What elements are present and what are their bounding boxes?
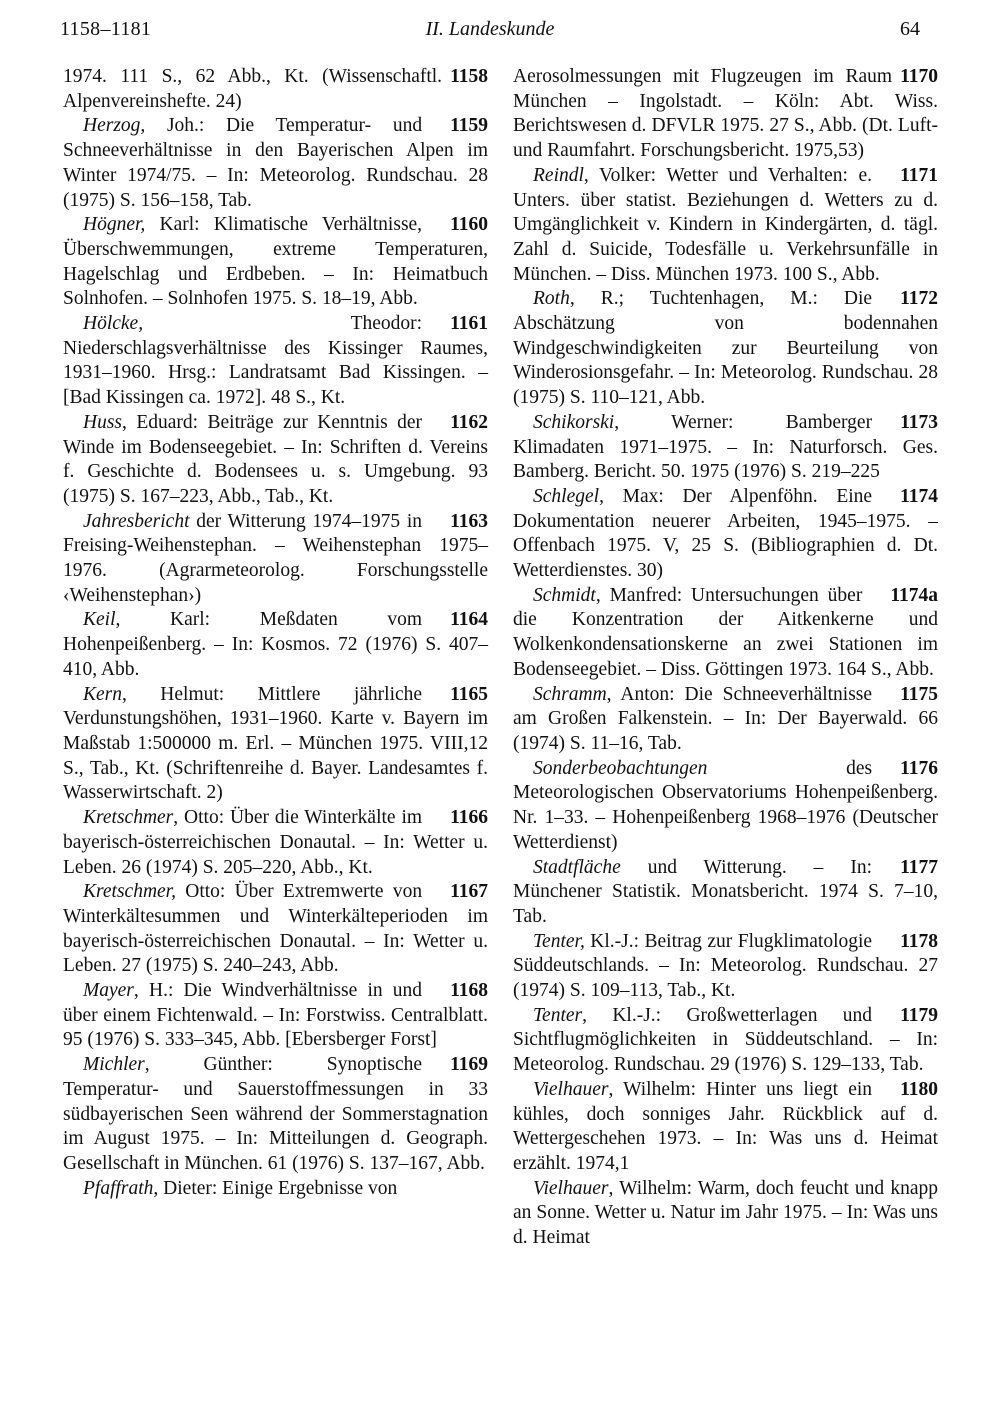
entry-author: Huss [83, 411, 123, 433]
bibliography-entry [63, 114, 488, 213]
entry-author: Stadtfläche [533, 856, 621, 878]
entry-author: Pfaffrath [83, 1177, 154, 1199]
entry-number: 1176 [900, 757, 938, 779]
entry-number: 1165 [450, 683, 488, 705]
entry-author: Schikorski [533, 411, 615, 433]
bibliography-entry [513, 485, 938, 584]
entry-author: Vielhauer [533, 1078, 609, 1100]
entry-author: Michler [83, 1054, 145, 1076]
entry-text: Karl: Klimatische Verhältnisse, Überschwemmungen, extreme Temperaturen, Hagelschlag und Erdbeben. – In: Heimatbuch Solnhofen. – Solnhofen 1975. S. 18–19, Abb. [63, 214, 488, 310]
entry-author: Herzog, [83, 115, 146, 137]
entry-text: , Dieter: Einige Ergebnisse von [153, 1177, 398, 1199]
bibliography-entry [513, 584, 938, 683]
entry-text: Kl.-J.: Beitrag zur Flugklimatologie Süddeutschlands. – In: Meteorolog. Rundschau. 27 (1974) S. 109–113, Tab., Kt. [513, 930, 938, 1002]
entry-number: 1178 [900, 930, 938, 952]
bibliography-entry [513, 757, 938, 856]
bibliography-entry [513, 65, 938, 164]
entry-number: 1174 [900, 485, 938, 507]
entry-text: , Anton: Die Schneeverhältnisse am Großen Falkenstein. – In: Der Bayerwald. 66 (1974) S. 11–16, Tab. [513, 683, 938, 754]
entry-number: 1160 [450, 214, 488, 236]
entry-text: , Günther: Synoptische Temperatur- und Sauerstoffmessungen in 33 südbayerischen Seen während der Sommerstagnation im August 1975. – In: Mitteilungen d. Geograph. Gesellschaft in München. 61 (1976) S. 137–167, Abb. [63, 1054, 488, 1174]
entry-number: 1175 [900, 683, 938, 705]
entry-text: , Volker: Wetter und Verhalten: e. Unters. über statist. Beziehungen d. Wetters zu d. Umgänglichkeit v. Kindern in Kindergärten, d. tägl. Zahl d. Suicide, Todesfälle u. Verkehrsunfälle in München. – Diss. München 1973. 100 S., Abb. [513, 164, 938, 285]
entry-number: 1161 [450, 313, 488, 335]
entry-number: 1172 [900, 288, 938, 310]
bibliography-entry [63, 880, 488, 979]
right-column [513, 65, 938, 1251]
entry-text: und Witterung. – In: Münchener Statistik. Monatsbericht. 1974 S. 7–10, Tab. [513, 856, 938, 927]
entry-author: Sonderbeobachtungen [533, 757, 708, 779]
bibliography-entry [513, 1078, 938, 1177]
entry-text: , Otto: Über die Winterkälte im bayerisch-österreichischen Donautal. – In: Wetter u. Leben. 26 (1974) S. 205–220, Abb., Kt. [63, 807, 488, 878]
entry-author: Vielhauer [533, 1177, 609, 1199]
bibliography-entry [513, 1177, 938, 1251]
entry-text: Joh.: Die Temperatur- und Schneeverhältnisse in den Bayerischen Alpen im Winter 1974/75. – In: Meteorolog. Rundschau. 28 (1975) S. 156–158, Tab. [63, 115, 488, 211]
entry-author: Kretschmer [83, 807, 174, 829]
bibliography-entry [513, 930, 938, 1004]
entry-number: 1159 [450, 115, 488, 137]
entry-author: Högner, [83, 214, 146, 236]
entry-number: 1171 [900, 164, 938, 186]
entry-author: Kern [83, 683, 122, 705]
entry-text: , Kl.-J.: Großwetterlagen und Sichtflugmöglichkeiten in Süddeutschland. – In: Meteorolog. Rundschau. 29 (1976) S. 129–133, Tab. [513, 1004, 938, 1076]
bibliography-entry [513, 287, 938, 411]
bibliography-entry [63, 65, 488, 114]
entry-range: 1158–1181 [60, 18, 152, 40]
page-header [60, 14, 920, 44]
entry-text: Aerosolmessungen mit Flugzeugen im Raum München – Ingolstadt. – Köln: Abt. Wiss. Berichtswesen d. DFVLR 1975. 27 S., Abb. (Dt. Luft- und Raumfahrt. Forschungsbericht. 1975,53) [513, 66, 938, 162]
entry-text: 1974. 111 S., 62 Abb., Kt. (Wissenschaftl. Alpenvereinshefte. 24) [63, 66, 443, 112]
bibliography-entry [63, 411, 488, 510]
bibliography-entry [513, 411, 938, 485]
entry-text: Theodor: Niederschlagsverhältnisse des Kissinger Raumes, 1931–1960. Hrsg.: Landratsamt Bad Kissingen. – [Bad Kissingen ca. 1972]. 48 S., Kt. [63, 313, 488, 409]
entry-number: 1164 [450, 609, 488, 631]
entry-number: 1163 [450, 510, 488, 532]
entry-author: Kretschmer, [83, 881, 176, 903]
entry-number: 1168 [450, 980, 488, 1002]
entry-number: 1166 [450, 807, 488, 829]
entry-author: Hölcke, [83, 313, 144, 335]
entry-text: , Werner: Bamberger Klimadaten 1971–1975. – In: Naturforsch. Ges. Bamberg. Bericht. 50. 1975 (1976) S. 219–225 [513, 411, 938, 483]
entry-author: Schlegel [533, 485, 600, 507]
bibliography-entry [63, 510, 488, 609]
entry-author: Jahresbericht [83, 510, 190, 532]
entry-number: 1167 [450, 881, 488, 903]
entry-text: , Wilhelm: Warm, doch feucht und knapp an Sonne. Wetter u. Natur im Jahr 1975. – In: Was uns d. Heimat [513, 1177, 938, 1249]
bibliography-entry [513, 164, 938, 288]
bibliography-entry [63, 213, 488, 312]
entry-number: 1169 [450, 1054, 488, 1076]
entry-author: Schramm [533, 683, 607, 705]
entry-number: 1173 [900, 411, 938, 433]
entry-text: , R.; Tuchtenhagen, M.: Die Abschätzung von bodennahen Windgeschwindigkeiten zur Beurteilung von Winderosionsgefahr. – In: Meteorolog. Rundschau. 28 (1975) S. 110–121, Abb. [513, 288, 938, 409]
entry-text: , Manfred: Untersuchungen über die Konzentration der Aitkenkerne und Wolkenkondensationskerne an zwei Stationen im Bodenseegebiet. – Diss. Göttingen 1973. 164 S., Abb. [513, 584, 938, 680]
entry-author: Tenter [533, 1004, 583, 1026]
entry-number: 1158 [450, 66, 488, 87]
entry-number: 1179 [900, 1004, 938, 1026]
bibliography-entry [63, 312, 488, 411]
entry-author: Keil [83, 609, 116, 631]
entry-number: 1177 [900, 856, 938, 878]
bibliography-entry [63, 979, 488, 1053]
bibliography-entry [63, 1177, 488, 1202]
entry-text: , Wilhelm: Hinter uns liegt ein kühles, doch sonniges Jahr. Rückblick auf d. Wettergeschehen 1973. – In: Was uns d. Heimat erzählt. 1974,1 [513, 1078, 938, 1174]
bibliography-entry [63, 806, 488, 880]
entry-number: 1180 [900, 1078, 938, 1100]
page-number: 64 [900, 18, 920, 40]
bibliography-entry [63, 1053, 488, 1177]
entry-text: , Karl: Meßdaten vom Hohenpeißenberg. – In: Kosmos. 72 (1976) S. 407–410, Abb. [63, 609, 488, 680]
entry-text: Otto: Über Extremwerte von Winterkältesummen und Winterkälteperioden im bayerisch-österreichischen Donautal. – In: Wetter u. Leben. 27 (1975) S. 240–243, Abb. [63, 881, 488, 977]
entry-author: Roth [533, 288, 570, 310]
entry-author: Mayer [83, 980, 134, 1002]
entry-text: , Helmut: Mittlere jährliche Verdunstungshöhen, 1931–1960. Karte v. Bayern im Maßstab 1:500000 m. Erl. – München 1975. VIII,12 S., Tab., Kt. (Schriftenreihe d. Bayer. Landesamtes f. Wasserwirtschaft. 2) [63, 683, 488, 804]
entry-number: 1170 [900, 66, 938, 87]
bibliography-entry [513, 1004, 938, 1078]
entry-text: des Meteorologischen Observatoriums Hohenpeißenberg. Nr. 1–33. – Hohenpeißenberg 1968–1976 (Deutscher Wetterdienst) [513, 757, 938, 853]
entry-author: Schmidt [533, 584, 596, 606]
section-title: II. Landeskunde [425, 18, 555, 40]
entry-number: 1174a [890, 584, 938, 606]
entry-author: Reindl [533, 164, 584, 186]
entry-author: Tenter, [533, 930, 585, 952]
entry-text: , Max: Der Alpenföhn. Eine Dokumentation neuerer Arbeiten, 1945–1975. – Offenbach 1975. V, 25 S. (Bibliographien d. Dt. Wetterdienstes. 30) [513, 485, 938, 582]
bibliography-entry [63, 683, 488, 807]
bibliography-entry [513, 683, 938, 757]
entry-number: 1162 [450, 411, 488, 433]
left-column [63, 65, 488, 1201]
entry-text: , H.: Die Windverhältnisse in und über einem Fichtenwald. – In: Forstwiss. Centralblatt. 95 (1976) S. 333–345, Abb. [Ebersberger Forst] [63, 980, 488, 1051]
entry-text: , Eduard: Beiträge zur Kenntnis der Winde im Bodenseegebiet. – In: Schriften d. Vereins f. Geschichte d. Bodensees u. s. Umgebung. 93 (1975) S. 167–223, Abb., Tab., Kt. [63, 411, 488, 507]
entry-text: der Witterung 1974–1975 in Freising-Weihenstephan. – Weihenstephan 1975–1976. (Agrarmeteorolog. Forschungsstelle ‹Weihenstephan›) [63, 510, 488, 606]
bibliography-entry [513, 856, 938, 930]
bibliography-entry [63, 608, 488, 682]
